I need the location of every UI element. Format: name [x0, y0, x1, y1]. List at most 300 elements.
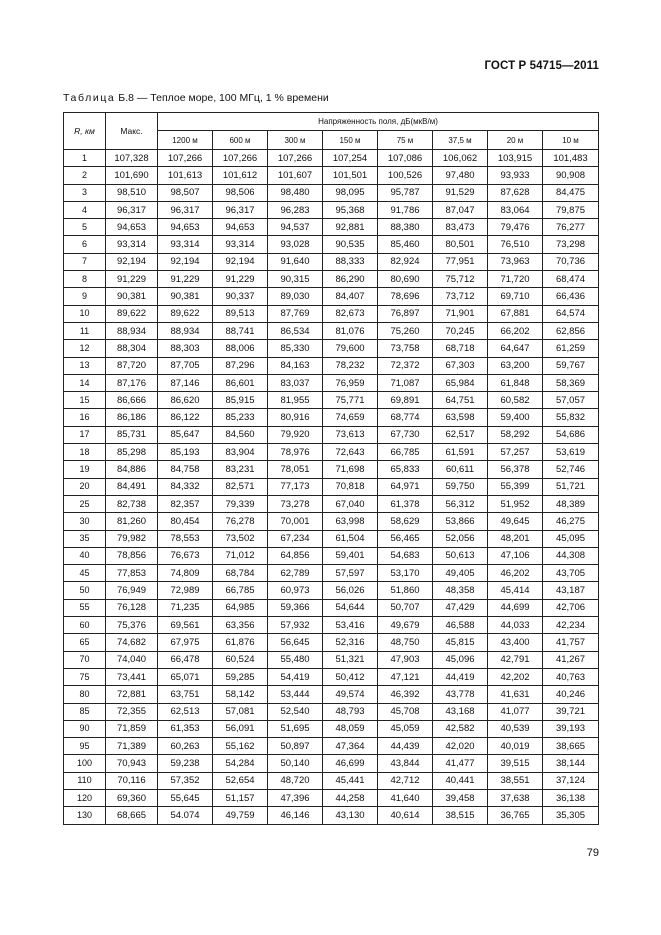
header-max: Макс.: [106, 113, 158, 150]
value-cell: 98,480: [268, 184, 323, 201]
value-cell: 61,848: [488, 374, 543, 391]
distance-cell: 55: [64, 599, 106, 616]
value-cell: 44,033: [488, 617, 543, 634]
table-row: [64, 617, 599, 634]
value-cell: 73,758: [378, 340, 433, 357]
value-cell: 49,405: [433, 565, 488, 582]
value-cell: 72,355: [106, 703, 158, 720]
value-cell: 44,439: [378, 738, 433, 755]
value-cell: 87,146: [158, 374, 213, 391]
value-cell: 44,308: [543, 547, 599, 564]
value-cell: 40,441: [433, 772, 488, 789]
table-row: [64, 184, 599, 201]
value-cell: 54,644: [323, 599, 378, 616]
subheader-height: 20 м: [488, 131, 543, 150]
value-cell: 101,690: [106, 167, 158, 184]
value-cell: 59,767: [543, 357, 599, 374]
value-cell: 82,357: [158, 495, 213, 512]
value-cell: 93,314: [213, 236, 268, 253]
value-cell: 46,699: [323, 755, 378, 772]
value-cell: 42,712: [378, 772, 433, 789]
value-cell: 78,232: [323, 357, 378, 374]
table-row: [64, 409, 599, 426]
value-cell: 48,793: [323, 703, 378, 720]
value-cell: 96,283: [268, 201, 323, 218]
value-cell: 46,146: [268, 807, 323, 824]
value-cell: 100,526: [378, 167, 433, 184]
value-cell: 82,924: [378, 253, 433, 270]
value-cell: 52,316: [323, 634, 378, 651]
value-cell: 43,187: [543, 582, 599, 599]
value-cell: 69,561: [158, 617, 213, 634]
value-cell: 46,202: [488, 565, 543, 582]
value-cell: 51,952: [488, 495, 543, 512]
value-cell: 59,238: [158, 755, 213, 772]
value-cell: 62,856: [543, 322, 599, 339]
value-cell: 75,771: [323, 392, 378, 409]
value-cell: 82,673: [323, 305, 378, 322]
value-cell: 64,647: [488, 340, 543, 357]
value-cell: 75,712: [433, 271, 488, 288]
value-cell: 43,168: [433, 703, 488, 720]
value-cell: 35,305: [543, 807, 599, 824]
value-cell: 67,234: [268, 530, 323, 547]
distance-cell: 75: [64, 668, 106, 685]
value-cell: 81,260: [106, 513, 158, 530]
value-cell: 86,620: [158, 392, 213, 409]
value-cell: 51,721: [543, 478, 599, 495]
subheader-height: 1200 м: [158, 131, 213, 150]
value-cell: 70,245: [433, 322, 488, 339]
value-cell: 84,560: [213, 426, 268, 443]
value-cell: 58,142: [213, 686, 268, 703]
value-cell: 48,059: [323, 720, 378, 737]
value-cell: 73,712: [433, 288, 488, 305]
subheader-height: 300 м: [268, 131, 323, 150]
distance-cell: 5: [64, 219, 106, 236]
value-cell: 38,144: [543, 755, 599, 772]
distance-cell: 50: [64, 582, 106, 599]
distance-cell: 3: [64, 184, 106, 201]
value-cell: 72,989: [158, 582, 213, 599]
value-cell: 85,915: [213, 392, 268, 409]
value-cell: 44,258: [323, 789, 378, 806]
value-cell: 87,047: [433, 201, 488, 218]
value-cell: 68,718: [433, 340, 488, 357]
value-cell: 63,751: [158, 686, 213, 703]
value-cell: 88,380: [378, 219, 433, 236]
value-cell: 53,416: [323, 617, 378, 634]
value-cell: 74,659: [323, 409, 378, 426]
value-cell: 83,473: [433, 219, 488, 236]
value-cell: 81,076: [323, 322, 378, 339]
value-cell: 43,844: [378, 755, 433, 772]
table-row: [64, 461, 599, 478]
value-cell: 40,019: [488, 738, 543, 755]
value-cell: 88,303: [158, 340, 213, 357]
value-cell: 90,315: [268, 271, 323, 288]
value-cell: 64,574: [543, 305, 599, 322]
value-cell: 106,062: [433, 150, 488, 167]
value-cell: 64,751: [433, 392, 488, 409]
value-cell: 92,881: [323, 219, 378, 236]
value-cell: 83,904: [213, 444, 268, 461]
value-cell: 47,903: [378, 651, 433, 668]
value-cell: 60,973: [268, 582, 323, 599]
value-cell: 73,963: [488, 253, 543, 270]
value-cell: 95,787: [378, 184, 433, 201]
value-cell: 52,654: [213, 772, 268, 789]
value-cell: 66,478: [158, 651, 213, 668]
page-number: 79: [586, 847, 599, 859]
value-cell: 89,513: [213, 305, 268, 322]
value-cell: 56,645: [268, 634, 323, 651]
value-cell: 101,607: [268, 167, 323, 184]
value-cell: 93,314: [106, 236, 158, 253]
value-cell: 92,194: [106, 253, 158, 270]
field-strength-table: [63, 112, 599, 825]
value-cell: 57,352: [158, 772, 213, 789]
value-cell: 77,853: [106, 565, 158, 582]
distance-cell: 2: [64, 167, 106, 184]
table-row: [64, 599, 599, 616]
value-cell: 79,339: [213, 495, 268, 512]
value-cell: 92,194: [213, 253, 268, 270]
value-cell: 61,378: [378, 495, 433, 512]
value-cell: 71,235: [158, 599, 213, 616]
value-cell: 59,750: [433, 478, 488, 495]
value-cell: 101,501: [323, 167, 378, 184]
value-cell: 56,465: [378, 530, 433, 547]
value-cell: 72,372: [378, 357, 433, 374]
table-row: [64, 772, 599, 789]
value-cell: 53,170: [378, 565, 433, 582]
value-cell: 107,266: [158, 150, 213, 167]
value-cell: 86,186: [106, 409, 158, 426]
value-cell: 73,441: [106, 668, 158, 685]
distance-cell: 14: [64, 374, 106, 391]
value-cell: 87,176: [106, 374, 158, 391]
table-row: [64, 720, 599, 737]
value-cell: 70,001: [268, 513, 323, 530]
table-caption-text: Б.8 — Теплое море, 100 МГц, 1 % времени: [118, 92, 329, 104]
value-cell: 78,553: [158, 530, 213, 547]
value-cell: 74,682: [106, 634, 158, 651]
value-cell: 107,328: [106, 150, 158, 167]
value-cell: 52,056: [433, 530, 488, 547]
value-cell: 58,369: [543, 374, 599, 391]
value-cell: 85,330: [268, 340, 323, 357]
value-cell: 48,750: [378, 634, 433, 651]
value-cell: 42,020: [433, 738, 488, 755]
value-cell: 76,277: [543, 219, 599, 236]
value-cell: 53,866: [433, 513, 488, 530]
value-cell: 62,517: [433, 426, 488, 443]
value-cell: 38,551: [488, 772, 543, 789]
distance-cell: 70: [64, 651, 106, 668]
subheader-height: 75 м: [378, 131, 433, 150]
table-row: [64, 651, 599, 668]
distance-cell: 110: [64, 772, 106, 789]
value-cell: 84,491: [106, 478, 158, 495]
value-cell: 70,943: [106, 755, 158, 772]
table-row: [64, 305, 599, 322]
value-cell: 79,600: [323, 340, 378, 357]
value-cell: 107,266: [268, 150, 323, 167]
value-cell: 42,791: [488, 651, 543, 668]
value-cell: 98,095: [323, 184, 378, 201]
value-cell: 47,106: [488, 547, 543, 564]
value-cell: 103,915: [488, 150, 543, 167]
value-cell: 67,040: [323, 495, 378, 512]
value-cell: 44,419: [433, 668, 488, 685]
value-cell: 72,643: [323, 444, 378, 461]
value-cell: 71,698: [323, 461, 378, 478]
value-cell: 67,303: [433, 357, 488, 374]
subheader-height: 37,5 м: [433, 131, 488, 150]
value-cell: 98,506: [213, 184, 268, 201]
table-row: [64, 807, 599, 824]
value-cell: 84,407: [323, 288, 378, 305]
value-cell: 91,640: [268, 253, 323, 270]
value-cell: 63,200: [488, 357, 543, 374]
distance-cell: 40: [64, 547, 106, 564]
value-cell: 87,769: [268, 305, 323, 322]
value-cell: 57,057: [543, 392, 599, 409]
value-cell: 86,601: [213, 374, 268, 391]
value-cell: 87,705: [158, 357, 213, 374]
value-cell: 77,951: [433, 253, 488, 270]
value-cell: 37,638: [488, 789, 543, 806]
value-cell: 101,483: [543, 150, 599, 167]
value-cell: 40,539: [488, 720, 543, 737]
value-cell: 59,401: [323, 547, 378, 564]
value-cell: 36,765: [488, 807, 543, 824]
value-cell: 79,875: [543, 201, 599, 218]
value-cell: 77,173: [268, 478, 323, 495]
distance-cell: 95: [64, 738, 106, 755]
value-cell: 68,474: [543, 271, 599, 288]
value-cell: 59,366: [268, 599, 323, 616]
value-cell: 42,706: [543, 599, 599, 616]
distance-cell: 30: [64, 513, 106, 530]
value-cell: 45,708: [378, 703, 433, 720]
value-cell: 78,696: [378, 288, 433, 305]
value-cell: 43,130: [323, 807, 378, 824]
distance-cell: 10: [64, 305, 106, 322]
value-cell: 69,891: [378, 392, 433, 409]
value-cell: 85,647: [158, 426, 213, 443]
value-cell: 62,789: [268, 565, 323, 582]
value-cell: 64,856: [268, 547, 323, 564]
value-cell: 71,901: [433, 305, 488, 322]
value-cell: 60,263: [158, 738, 213, 755]
value-cell: 55,399: [488, 478, 543, 495]
value-cell: 79,476: [488, 219, 543, 236]
value-cell: 84,332: [158, 478, 213, 495]
value-cell: 39,721: [543, 703, 599, 720]
table-row: [64, 219, 599, 236]
value-cell: 88,304: [106, 340, 158, 357]
distance-cell: 4: [64, 201, 106, 218]
value-cell: 84,886: [106, 461, 158, 478]
value-cell: 47,121: [378, 668, 433, 685]
value-cell: 89,622: [106, 305, 158, 322]
value-cell: 37,124: [543, 772, 599, 789]
header-distance: R, км: [64, 113, 106, 150]
value-cell: 87,296: [213, 357, 268, 374]
value-cell: 73,298: [543, 236, 599, 253]
distance-cell: 25: [64, 495, 106, 512]
value-cell: 51,695: [268, 720, 323, 737]
table-row: [64, 288, 599, 305]
value-cell: 86,290: [323, 271, 378, 288]
value-cell: 45,095: [543, 530, 599, 547]
value-cell: 51,157: [213, 789, 268, 806]
value-cell: 48,358: [433, 582, 488, 599]
value-cell: 79,920: [268, 426, 323, 443]
value-cell: 94,653: [213, 219, 268, 236]
value-cell: 75,376: [106, 617, 158, 634]
table-row: [64, 340, 599, 357]
distance-cell: 100: [64, 755, 106, 772]
value-cell: 88,741: [213, 322, 268, 339]
distance-cell: 11: [64, 322, 106, 339]
value-cell: 61,591: [433, 444, 488, 461]
value-cell: 63,998: [323, 513, 378, 530]
value-cell: 80,916: [268, 409, 323, 426]
value-cell: 87,628: [488, 184, 543, 201]
value-cell: 60,611: [433, 461, 488, 478]
table-row: [64, 686, 599, 703]
value-cell: 91,229: [106, 271, 158, 288]
value-cell: 64,985: [213, 599, 268, 616]
value-cell: 41,631: [488, 686, 543, 703]
table-row: [64, 426, 599, 443]
value-cell: 70,736: [543, 253, 599, 270]
table-row: [64, 167, 599, 184]
distance-cell: 6: [64, 236, 106, 253]
value-cell: 85,233: [213, 409, 268, 426]
table-row: [64, 547, 599, 564]
value-cell: 74,040: [106, 651, 158, 668]
value-cell: 78,976: [268, 444, 323, 461]
distance-cell: 20: [64, 478, 106, 495]
value-cell: 61,353: [158, 720, 213, 737]
table-row: [64, 565, 599, 582]
distance-cell: 19: [64, 461, 106, 478]
value-cell: 60,582: [488, 392, 543, 409]
value-cell: 76,673: [158, 547, 213, 564]
table-row: [64, 374, 599, 391]
value-cell: 84,758: [158, 461, 213, 478]
value-cell: 76,278: [213, 513, 268, 530]
value-cell: 84,163: [268, 357, 323, 374]
value-cell: 68,784: [213, 565, 268, 582]
table-row: [64, 582, 599, 599]
value-cell: 57,932: [268, 617, 323, 634]
value-cell: 45,441: [323, 772, 378, 789]
value-cell: 76,128: [106, 599, 158, 616]
value-cell: 50,897: [268, 738, 323, 755]
distance-cell: 16: [64, 409, 106, 426]
value-cell: 53,444: [268, 686, 323, 703]
distance-cell: 130: [64, 807, 106, 824]
value-cell: 65,071: [158, 668, 213, 685]
distance-cell: 7: [64, 253, 106, 270]
distance-cell: 80: [64, 686, 106, 703]
table-row: [64, 150, 599, 167]
value-cell: 82,571: [213, 478, 268, 495]
value-cell: 41,757: [543, 634, 599, 651]
table-row: [64, 513, 599, 530]
value-cell: 57,257: [488, 444, 543, 461]
table-row: [64, 444, 599, 461]
value-cell: 98,507: [158, 184, 213, 201]
value-cell: 60,524: [213, 651, 268, 668]
value-cell: 90,535: [323, 236, 378, 253]
value-cell: 90,908: [543, 167, 599, 184]
value-cell: 41,077: [488, 703, 543, 720]
value-cell: 57,597: [323, 565, 378, 582]
value-cell: 56,091: [213, 720, 268, 737]
value-cell: 89,030: [268, 288, 323, 305]
document-code: ГОСТ Р 54715—2011: [484, 60, 599, 72]
value-cell: 66,436: [543, 288, 599, 305]
value-cell: 56,378: [488, 461, 543, 478]
value-cell: 75,260: [378, 322, 433, 339]
distance-cell: 35: [64, 530, 106, 547]
value-cell: 71,012: [213, 547, 268, 564]
value-cell: 42,234: [543, 617, 599, 634]
value-cell: 92,194: [158, 253, 213, 270]
value-cell: 61,259: [543, 340, 599, 357]
value-cell: 96,317: [158, 201, 213, 218]
value-cell: 38,665: [543, 738, 599, 755]
value-cell: 50,707: [378, 599, 433, 616]
value-cell: 83,231: [213, 461, 268, 478]
distance-cell: 45: [64, 565, 106, 582]
value-cell: 66,785: [213, 582, 268, 599]
value-cell: 90,381: [158, 288, 213, 305]
table-row: [64, 357, 599, 374]
value-cell: 41,640: [378, 789, 433, 806]
value-cell: 85,193: [158, 444, 213, 461]
value-cell: 52,540: [268, 703, 323, 720]
distance-cell: 13: [64, 357, 106, 374]
value-cell: 63,598: [433, 409, 488, 426]
subheader-height: 150 м: [323, 131, 378, 150]
value-cell: 52,746: [543, 461, 599, 478]
value-cell: 73,502: [213, 530, 268, 547]
value-cell: 98,510: [106, 184, 158, 201]
value-cell: 65,984: [433, 374, 488, 391]
value-cell: 36,138: [543, 789, 599, 806]
value-cell: 101,612: [213, 167, 268, 184]
value-cell: 96,317: [213, 201, 268, 218]
value-cell: 55,645: [158, 789, 213, 806]
value-cell: 85,298: [106, 444, 158, 461]
table-header: [64, 113, 599, 150]
value-cell: 90,381: [106, 288, 158, 305]
value-cell: 88,333: [323, 253, 378, 270]
distance-cell: 18: [64, 444, 106, 461]
value-cell: 47,364: [323, 738, 378, 755]
value-cell: 80,690: [378, 271, 433, 288]
value-cell: 93,028: [268, 236, 323, 253]
value-cell: 95,368: [323, 201, 378, 218]
table-row: [64, 495, 599, 512]
